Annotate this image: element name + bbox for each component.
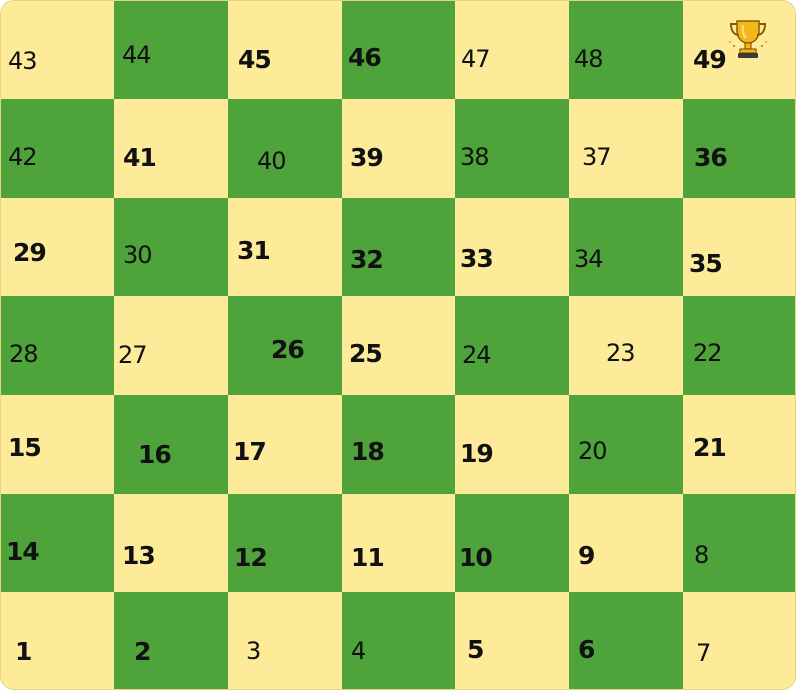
cell-number-36: 36 [694, 143, 727, 172]
cell-number-24: 24 [462, 341, 491, 369]
cell-number-45: 45 [238, 45, 271, 74]
cell-number-39: 39 [350, 143, 383, 172]
cell-number-48: 48 [574, 45, 603, 73]
cell-number-22: 22 [693, 339, 722, 367]
cell-number-2: 2 [134, 637, 151, 666]
cell-number-31: 31 [237, 236, 270, 265]
cell-number-18: 18 [351, 437, 384, 466]
cell-number-29: 29 [13, 238, 46, 267]
trophy-icon [725, 15, 771, 61]
cell-number-38: 38 [460, 143, 489, 171]
cell-number-5: 5 [467, 635, 484, 664]
cell-number-6: 6 [578, 635, 595, 664]
cell-number-32: 32 [350, 245, 383, 274]
board-cell-16 [114, 395, 228, 494]
cell-number-35: 35 [689, 249, 722, 278]
cell-number-8: 8 [694, 541, 709, 569]
cell-number-28: 28 [9, 340, 38, 368]
cell-number-4: 4 [351, 637, 366, 665]
cell-number-47: 47 [461, 45, 490, 73]
cell-number-12: 12 [234, 543, 267, 572]
cell-number-43: 43 [8, 47, 37, 75]
cell-number-19: 19 [460, 439, 493, 468]
cell-number-20: 20 [578, 437, 607, 465]
cell-number-34: 34 [574, 245, 603, 273]
cell-number-7: 7 [696, 639, 711, 667]
cell-number-16: 16 [138, 440, 171, 469]
cell-number-23: 23 [606, 339, 635, 367]
board-cell-35 [683, 198, 796, 296]
cell-number-13: 13 [122, 541, 155, 570]
board-cell-2 [114, 592, 228, 690]
cell-number-25: 25 [349, 339, 382, 368]
cell-number-17: 17 [233, 437, 266, 466]
cell-number-27: 27 [118, 341, 147, 369]
cell-number-15: 15 [8, 433, 41, 462]
cell-number-44: 44 [122, 41, 151, 69]
cell-number-21: 21 [693, 433, 726, 462]
cell-number-9: 9 [578, 541, 595, 570]
cell-number-49: 49 [693, 45, 726, 74]
cell-number-14: 14 [6, 537, 39, 566]
cell-number-33: 33 [460, 244, 493, 273]
cell-number-30: 30 [123, 241, 152, 269]
cell-number-41: 41 [123, 143, 156, 172]
cell-number-37: 37 [582, 143, 611, 171]
cell-number-42: 42 [8, 143, 37, 171]
cell-number-10: 10 [459, 543, 492, 572]
cell-number-46: 46 [348, 43, 381, 72]
cell-number-40: 40 [257, 147, 286, 175]
cell-number-3: 3 [246, 637, 261, 665]
cell-number-11: 11 [351, 543, 384, 572]
cell-number-26: 26 [271, 335, 304, 364]
cell-number-1: 1 [15, 637, 32, 666]
